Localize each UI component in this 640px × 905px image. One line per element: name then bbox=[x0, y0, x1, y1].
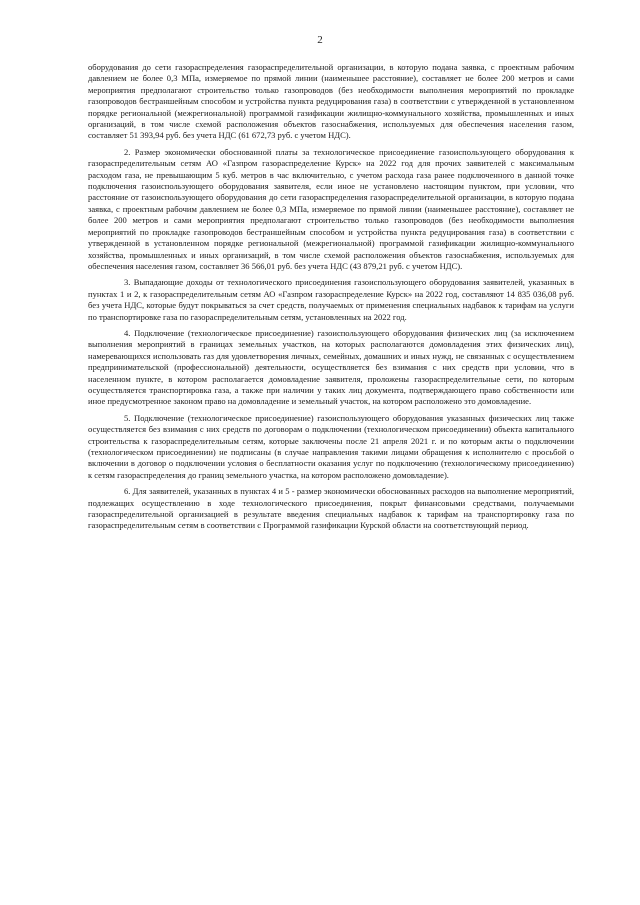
paragraph-2: 2. Размер экономически обоснованной платы за технологическое присоединение газоиспользующего оборудования к газораспределительным сетям АО «Газпром газораспределение Курск» на 2022 год для прочих заявителей с максимальным расходом газа, не превышающим 5 куб. метров в час включительно, с учетом расхода газа ранее подключенного в данной точке подключения газоиспользующего оборудования заявителя, если иное не установлено настоящим пунктом, при условии, что расстояние от газоиспользующего оборудования до сети газораспределения газораспределительной организации, в которую подана заявка, с проектным рабочим давлением не более 0,3 МПа, измеряемое по прямой линии (наименьшее расстояние), составляет не более 200 метров и сами мероприятия предполагают строительство только газопроводов (без необходимости выполнения мероприятий по прокладке газопроводов бестраншейным способом и устройства пункта редуцирования газа) в соответствии с утвержденной в установленном порядке региональной (межрегиональной) программой газификации жилищно-коммунального хозяйства, промышленных и иных организаций, в том числе схемой расположения объектов газоснабжения, используемых для обеспечения населения газом, составляет 36 566,01 руб. без учета НДС (43 879,21 руб. с учетом НДС). bbox=[88, 146, 574, 271]
paragraph-4: 4. Подключение (технологическое присоединение) газоиспользующего оборудования физических лиц (за исключением выполнения мероприятий в границах земельных участков, на которых располагаются домовладения этих физических лиц), намеревающихся использовать газ для удовлетворения личных, семейных, домашних и иных нужд, не связанных с осуществлением предпринимательской (профессиональной) деятельности, осуществляется без взимания с них средств при условии, что в населенном пункте, в котором располагается домовладение заявителя, проложены газораспределительные сети, по которым осуществляется транспортировка газа, а также при наличии у таких лиц документа, подтверждающего право собственности или иное предусмотренное законом право на домовладение и земельный участок, на котором расположено это домовладение. bbox=[88, 327, 574, 407]
paragraph-continuation: оборудования до сети газораспределения газораспределительной организации, в которую подана заявка, с проектным рабочим давлением не более 0,3 МПа, измеряемое по прямой линии (наименьшее расстояние), составляет не более 200 метров и сами мероприятия предполагают строительство только газопроводов (без необходимости выполнения мероприятий по прокладке газопроводов бестраншейным способом и устройства пункта редуцирования газа) в соответствии с утвержденной в установленном порядке региональной (межрегиональной) программой газификации жилищно-коммунального хозяйства, промышленных и иных организаций, в том числе схемой расположения объектов газоснабжения, используемых для обеспечения населения газом, составляет 51 393,94 руб. без учета НДС (61 672,73 руб. с учетом НДС). bbox=[88, 62, 574, 141]
page-number: 2 bbox=[317, 34, 323, 46]
paragraph-6: 6. Для заявителей, указанных в пунктах 4 и 5 - размер экономически обоснованных расходов на выполнение мероприятий, подлежащих осуществлению в ходе технологического присоединения, покрыт финансовыми средствами, получаемыми газораспределительной организацией в результате введения специальных надбавок к тарифам на транспортировку газа по газораспределительным сетям в соответствии с Программой газификации Курской области на соответствующий период. bbox=[88, 486, 574, 531]
paragraph-3: 3. Выпадающие доходы от технологического присоединения газоиспользующего оборудования заявителей, указанных в пунктах 1 и 2, к газораспределительным сетям АО «Газпром газораспределение Курск» на 2022 год, составляют 14 835 036,08 руб. без учета НДС, которые будут покрываться за счет средств, получаемых от применения специальных надбавок к тарифам на услуги по транспортировке газа по газораспределительным сетям, установленных на 2022 год. bbox=[88, 277, 574, 322]
document-body bbox=[88, 62, 574, 537]
paragraph-5: 5. Подключение (технологическое присоединение) газоиспользующего оборудования указанных физических лиц также осуществляется без взимания с них средств по договорам о подключении (технологическом присоединении) объекта капитального строительства к газораспределительным сетям, которые заключены после 21 апреля 2021 г. и по которым акты о подключении (технологическом присоединении) не подписаны (в случае направления такими лицами обращения к исполнителю с просьбой о включении в договор о подключении условия о бесплатности оказания услуг по подключению (технологическому присоединению) к сетям газораспределения до границ земельного участка, на котором расположено домовладение). bbox=[88, 412, 574, 480]
